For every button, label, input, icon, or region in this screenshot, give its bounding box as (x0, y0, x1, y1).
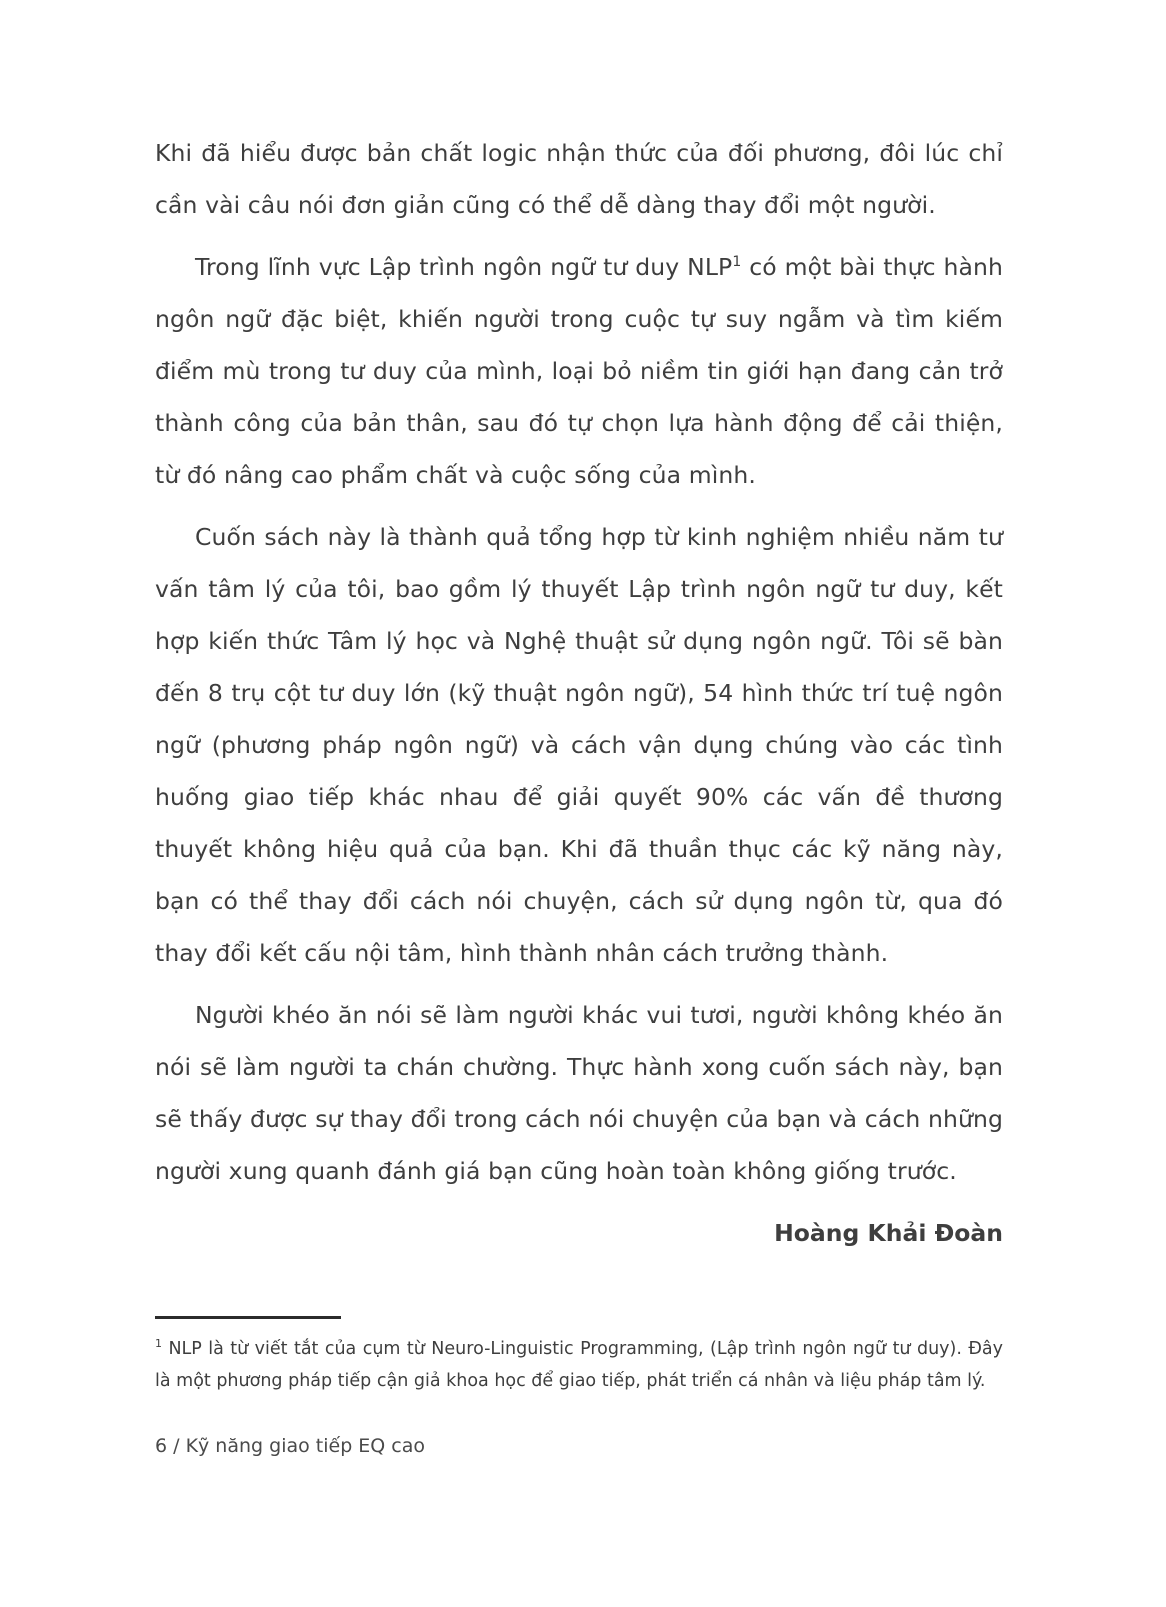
paragraph-2-text: Trong lĩnh vực Lập trình ngôn ngữ tư duy NLP (195, 253, 733, 281)
paragraph-4: Người khéo ăn nói sẽ làm người khác vui tươi, người không khéo ăn nói sẽ làm người ta chán chường. Thực hành xong cuốn sách này, bạn sẽ thấy được sự thay đổi trong cách nói chuyện của bạn và cách những người xung quanh đánh giá bạn cũng hoàn toàn không giống trước. (155, 1001, 1003, 1185)
footnote-text (155, 1333, 1003, 1397)
footnote-body: NLP là từ viết tắt của cụm từ Neuro-Linguistic Programming, (Lập trình ngôn ngữ tư duy). Đây là một phương pháp tiếp cận giả khoa học để giao tiếp, phát triển cá nhân và liệu pháp tâm lý. (155, 1339, 1003, 1391)
footnote-separator-rule (155, 1316, 341, 1319)
author-signature: Hoàng Khải Đoàn (774, 1219, 1003, 1247)
page-footer: 6 / Kỹ năng giao tiếp EQ cao (155, 1435, 426, 1457)
footnote-reference-superscript: 1 (732, 254, 742, 271)
page-content (155, 127, 1003, 1259)
footnote-area (155, 1316, 1003, 1397)
footnote-marker: 1 (155, 1337, 162, 1351)
paragraph-2-text-continued: có một bài thực hành ngôn ngữ đặc biệt, khiến người trong cuộc tự suy ngẫm và tìm kiếm điểm mù trong tư duy của mình, loại bỏ niềm tin giới hạn đang cản trở thành công của bản thân, sau đó tự chọn lựa hành động để cải thiện, từ đó nâng cao phẩm chất và cuộc sống của mình. (155, 253, 1003, 489)
paragraph-2 (155, 241, 1003, 501)
paragraph-3: Cuốn sách này là thành quả tổng hợp từ kinh nghiệm nhiều năm tư vấn tâm lý của tôi, bao gồm lý thuyết Lập trình ngôn ngữ tư duy, kết hợp kiến thức Tâm lý học và Nghệ thuật sử dụng ngôn ngữ. Tôi sẽ bàn đến 8 trụ cột tư duy lớn (kỹ thuật ngôn ngữ), 54 hình thức trí tuệ ngôn ngữ (phương pháp ngôn ngữ) và cách vận dụng chúng vào các tình huống giao tiếp khác nhau để giải quyết 90% các vấn đề thương thuyết không hiệu quả của bạn. Khi đã thuần thục các kỹ năng này, bạn có thể thay đổi cách nói chuyện, cách sử dụng ngôn từ, qua đó thay đổi kết cấu nội tâm, hình thành nhân cách trưởng thành. (155, 523, 1003, 967)
paragraph-1: Khi đã hiểu được bản chất logic nhận thức của đối phương, đôi lúc chỉ cần vài câu nói đơn giản cũng có thể dễ dàng thay đổi một người. (155, 139, 1003, 219)
